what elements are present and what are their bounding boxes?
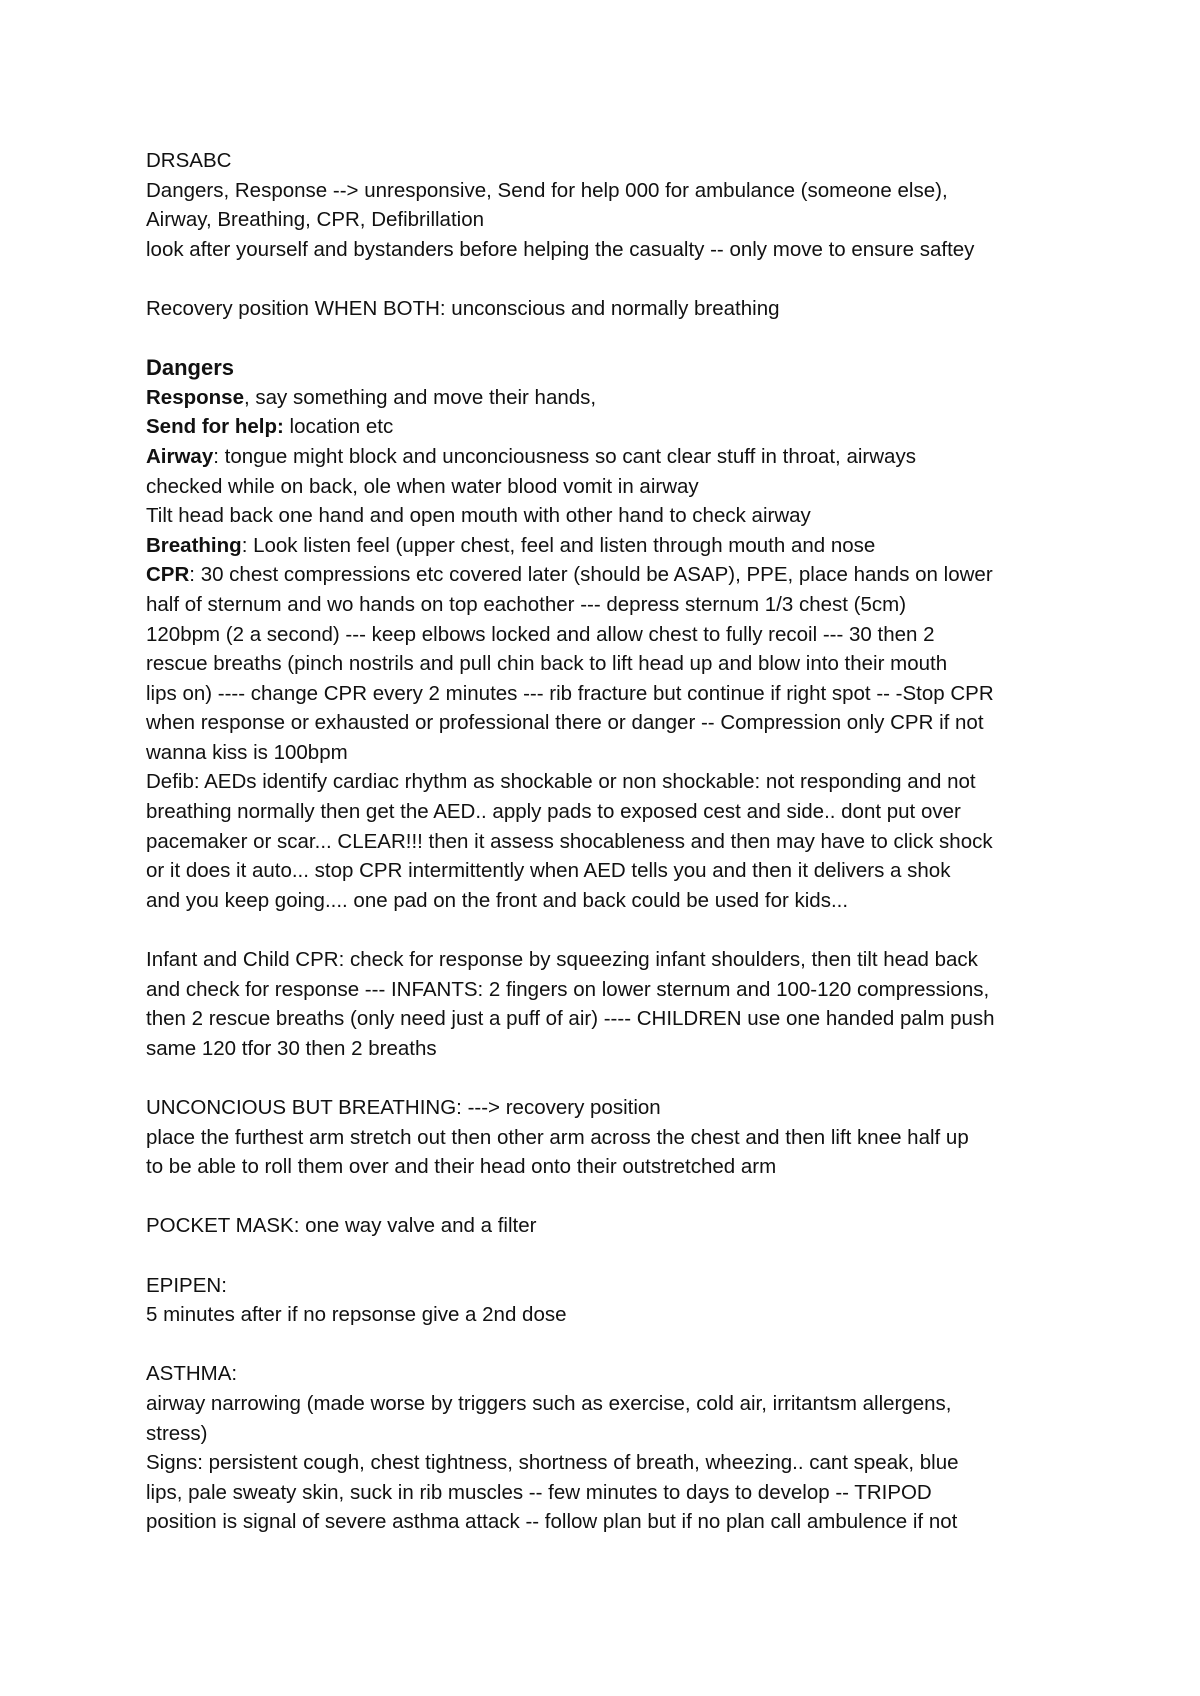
cpr-label: CPR (146, 563, 190, 587)
airway-text: : tongue might block and unconciousness so cant clear stuff in throat, airways (213, 444, 916, 468)
cpr-line: lips on) ---- change CPR every 2 minutes --- rib fracture but continue if right spot -- -Stop CPR (146, 681, 994, 705)
intro-line: Dangers, Response --> unresponsive, Send for help 000 for ambulance (someone else), (146, 178, 948, 202)
unconscious-line: UNCONCIOUS BUT BREATHING: ---> recovery position (146, 1096, 661, 1119)
defib-line: or it does it auto... stop CPR intermittently when AED tells you and then it delivers a shok (146, 859, 951, 883)
defib-line: Defib: AEDs identify cardiac rhythm as shockable or non shockable: not responding and not (146, 770, 976, 794)
recovery-note: Recovery position WHEN BOTH: unconscious and normally breathing (146, 296, 780, 320)
asthma-line: lips, pale sweaty skin, suck in rib muscles -- few minutes to days to develop -- TRIPOD (146, 1480, 932, 1504)
airway-line: checked while on back, ole when water blood vomit in airway (146, 474, 699, 498)
send-for-help-text: location etc (283, 415, 394, 439)
response-label: Response (146, 385, 244, 409)
airway-label: Airway (146, 444, 214, 468)
infant-child-line: then 2 rescue breaths (only need just a puff of air) ---- CHILDREN use one handed palm push (146, 1007, 995, 1031)
spacer (146, 1063, 1086, 1093)
asthma-line: position is signal of severe asthma attack -- follow plan but if no plan call ambulence if not (146, 1510, 958, 1534)
cpr-line (146, 560, 1086, 590)
cpr-line: half of sternum and wo hands on top eachother --- depress sternum 1/3 chest (5cm) (146, 592, 907, 616)
infant-child-line: same 120 tfor 30 then 2 breaths (146, 1036, 437, 1060)
asthma-line: airway narrowing (made worse by triggers such as exercise, cold air, irritantsm allergens, (146, 1391, 952, 1415)
spacer (146, 1241, 1086, 1271)
send-for-help-label: Send for help: (146, 415, 284, 439)
airway-line (146, 442, 1086, 472)
spacer (146, 1182, 1086, 1212)
cpr-line: when response or exhausted or professional there or danger -- Compression only CPR if not (146, 711, 984, 735)
breathing-line (146, 531, 1086, 561)
cpr-line: wanna kiss is 100bpm (146, 740, 348, 764)
epipen-line: 5 minutes after if no repsonse give a 2nd dose (146, 1303, 567, 1327)
intro-line: Airway, Breathing, CPR, Defibrillation (146, 208, 484, 232)
defib-line: breathing normally then get the AED.. apply pads to exposed cest and side.. dont put over (146, 800, 961, 824)
spacer (146, 915, 1086, 945)
response-line (146, 383, 1086, 413)
spacer (146, 1330, 1086, 1360)
response-text: , say something and move their hands, (243, 385, 597, 409)
asthma-line: Signs: persistent cough, chest tightness, shortness of breath, wheezing.. cant speak, blue (146, 1451, 959, 1475)
pocket-mask-line: POCKET MASK: one way valve and a filter (146, 1214, 537, 1238)
unconscious-line: to be able to roll them over and their head onto their outstretched arm (146, 1155, 777, 1179)
intro-line: look after yourself and bystanders before helping the casualty -- only move to ensure saftey (146, 237, 975, 261)
cpr-line: rescue breaths (pinch nostrils and pull chin back to lift head up and blow into their mouth (146, 652, 948, 676)
dangers-heading: Dangers (146, 355, 235, 381)
defib-line: pacemaker or scar... CLEAR!!! then it assess shocableness and then may have to click shock (146, 829, 993, 853)
send-for-help-line (146, 412, 1086, 442)
doc-title: DRSABC (146, 149, 232, 172)
epipen-line: EPIPEN: (146, 1273, 227, 1297)
infant-child-line: Infant and Child CPR: check for response by squeezing infant shoulders, then tilt head back (146, 948, 978, 972)
document-page (146, 146, 1086, 1537)
asthma-line: ASTHMA: (146, 1362, 238, 1386)
defib-line: and you keep going.... one pad on the front and back could be used for kids... (146, 888, 849, 912)
spacer (146, 264, 1086, 294)
infant-child-line: and check for response --- INFANTS: 2 fingers on lower sternum and 100-120 compressions, (146, 977, 990, 1001)
spacer (146, 324, 1086, 354)
asthma-line: stress) (146, 1421, 208, 1445)
breathing-text: : Look listen feel (upper chest, feel and listen through mouth and nose (241, 533, 876, 557)
cpr-line: 120bpm (2 a second) --- keep elbows locked and allow chest to fully recoil --- 30 then 2 (146, 622, 935, 646)
cpr-text: : 30 chest compressions etc covered later (should be ASAP), PPE, place hands on lower (189, 563, 993, 587)
airway-line: Tilt head back one hand and open mouth with other hand to check airway (146, 504, 811, 528)
breathing-label: Breathing (146, 533, 242, 557)
unconscious-line: place the furthest arm stretch out then other arm across the chest and then lift knee half up (146, 1125, 969, 1149)
